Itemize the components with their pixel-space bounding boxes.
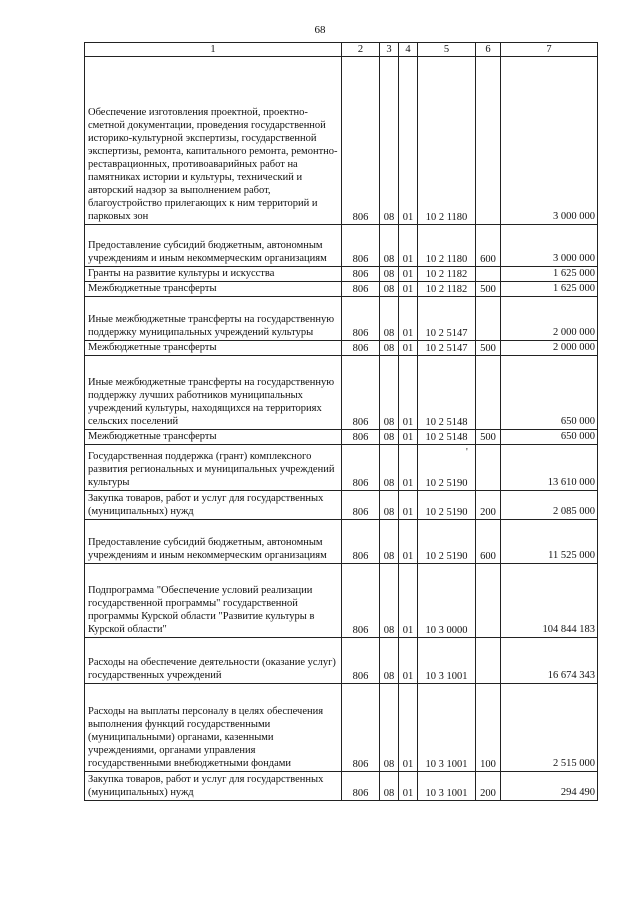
table-row <box>85 356 598 430</box>
row-rz: 08 <box>380 638 399 684</box>
row-name: Расходы на обеспечение деятельности (оказание услуг) государственных учреждений <box>85 638 342 684</box>
row-pr: 01 <box>399 638 418 684</box>
row-vr: 500 <box>476 341 501 356</box>
table-row <box>85 341 598 356</box>
row-csr: 10 3 0000 <box>418 564 476 638</box>
row-gr: 806 <box>342 57 380 225</box>
row-csr: 10 2 5190 <box>418 491 476 520</box>
row-csr: 10 2 5147 <box>418 297 476 341</box>
row-csr: 10 3 1001 <box>418 772 476 801</box>
row-sum: 2 000 000 <box>501 297 598 341</box>
col-header-sum: 7 <box>501 43 598 57</box>
row-gr: 806 <box>342 225 380 267</box>
row-name: Закупка товаров, работ и услуг для государственных (муниципальных) нужд <box>85 772 342 801</box>
row-csr: 10 2 1180 <box>418 57 476 225</box>
table-row <box>85 445 598 491</box>
row-vr: 200 <box>476 491 501 520</box>
row-pr: 01 <box>399 445 418 491</box>
row-name: Предоставление субсидий бюджетным, автономным учреждениям и иным некоммерческим организациям <box>85 225 342 267</box>
row-sum: 1 625 000 <box>501 282 598 297</box>
row-name: Межбюджетные трансферты <box>85 282 342 297</box>
row-gr: 806 <box>342 491 380 520</box>
row-gr: 806 <box>342 445 380 491</box>
row-name: Иные межбюджетные трансферты на государственную поддержку муниципальных учреждений культуры <box>85 297 342 341</box>
header-row <box>85 43 598 57</box>
row-sum: 11 525 000 <box>501 520 598 564</box>
row-pr: 01 <box>399 491 418 520</box>
row-sum: 2 515 000 <box>501 684 598 772</box>
row-rz: 08 <box>380 57 399 225</box>
row-pr: 01 <box>399 267 418 282</box>
row-sum: 2 085 000 <box>501 491 598 520</box>
row-vr <box>476 267 501 282</box>
row-rz: 08 <box>380 267 399 282</box>
table-row <box>85 491 598 520</box>
table-row <box>85 57 598 225</box>
row-rz: 08 <box>380 684 399 772</box>
row-rz: 08 <box>380 225 399 267</box>
row-csr: 10 2 1182 <box>418 282 476 297</box>
row-gr: 806 <box>342 341 380 356</box>
row-name: Расходы на выплаты персоналу в целях обеспечения выполнения функций государственными (муниципальными) органами, казенными учреждениями, органами управления государственными внебюджетными фондами <box>85 684 342 772</box>
row-gr: 806 <box>342 282 380 297</box>
table-row <box>85 564 598 638</box>
row-vr <box>476 356 501 430</box>
row-pr: 01 <box>399 564 418 638</box>
col-header-gr: 2 <box>342 43 380 57</box>
row-gr: 806 <box>342 356 380 430</box>
row-sum: 294 490 <box>501 772 598 801</box>
row-rz: 08 <box>380 491 399 520</box>
row-pr: 01 <box>399 57 418 225</box>
row-csr: 10 2 5148 <box>418 430 476 445</box>
row-sum: 650 000 <box>501 430 598 445</box>
row-pr: 01 <box>399 772 418 801</box>
row-pr: 01 <box>399 430 418 445</box>
row-gr: 806 <box>342 772 380 801</box>
row-rz: 08 <box>380 430 399 445</box>
row-sum: 3 000 000 <box>501 57 598 225</box>
row-rz: 08 <box>380 564 399 638</box>
row-gr: 806 <box>342 638 380 684</box>
row-name: Подпрограмма "Обеспечение условий реализации государственной программы" государственной программы Курской области "Развитие культуры в Курской области" <box>85 564 342 638</box>
row-vr <box>476 638 501 684</box>
row-rz: 08 <box>380 520 399 564</box>
row-rz: 08 <box>380 772 399 801</box>
row-csr: 10 3 1001 <box>418 684 476 772</box>
row-sum: 13 610 000 <box>501 445 598 491</box>
table-row <box>85 772 598 801</box>
row-gr: 806 <box>342 267 380 282</box>
table-row <box>85 282 598 297</box>
row-gr: 806 <box>342 520 380 564</box>
row-csr: 10 3 1001 <box>418 638 476 684</box>
row-pr: 01 <box>399 684 418 772</box>
row-vr: 100 <box>476 684 501 772</box>
row-sum: 3 000 000 <box>501 225 598 267</box>
row-pr: 01 <box>399 356 418 430</box>
row-name: Межбюджетные трансферты <box>85 341 342 356</box>
page-number: 68 <box>314 24 326 36</box>
row-csr: 10 2 5147 <box>418 341 476 356</box>
row-csr: 10 2 5148 <box>418 356 476 430</box>
table-row <box>85 267 598 282</box>
col-header-pr: 4 <box>399 43 418 57</box>
row-name: Государственная поддержка (грант) комплексного развития региональных и муниципальных учреждений культуры <box>85 445 342 491</box>
row-gr: 806 <box>342 564 380 638</box>
row-name: Иные межбюджетные трансферты на государственную поддержку лучших работников муниципальных учреждений культуры, находящихся на территориях сельских поселений <box>85 356 342 430</box>
row-csr: 10 2 5190 <box>418 520 476 564</box>
table-row <box>85 520 598 564</box>
row-rz: 08 <box>380 282 399 297</box>
row-pr: 01 <box>399 282 418 297</box>
row-gr: 806 <box>342 684 380 772</box>
row-csr: 10 2 1182 <box>418 267 476 282</box>
budget-table <box>84 42 598 801</box>
col-header-vr: 6 <box>476 43 501 57</box>
row-sum: 16 674 343 <box>501 638 598 684</box>
row-sum: 650 000 <box>501 356 598 430</box>
table-row <box>85 297 598 341</box>
row-gr: 806 <box>342 430 380 445</box>
row-pr: 01 <box>399 225 418 267</box>
row-csr: 10 2 1180 <box>418 225 476 267</box>
row-name: Закупка товаров, работ и услуг для государственных (муниципальных) нужд <box>85 491 342 520</box>
row-vr <box>476 57 501 225</box>
row-vr: 200 <box>476 772 501 801</box>
row-sum: 2 000 000 <box>501 341 598 356</box>
row-rz: 08 <box>380 297 399 341</box>
row-pr: 01 <box>399 341 418 356</box>
row-name: Обеспечение изготовления проектной, проектно-сметной документации, проведения государственной историко-культурной экспертизы, государственной экспертизы, ремонта, капитального ремонта, ремонтно-реставрационных, противоаварийных работ на памятниках истории и культуры, технический и авторский надзор за выполнением работ, благоустройство прилегающих к ним территорий и парковых зон <box>85 57 342 225</box>
scan-mark: ' <box>466 447 468 458</box>
row-vr: 500 <box>476 430 501 445</box>
table-row <box>85 225 598 267</box>
row-name: Межбюджетные трансферты <box>85 430 342 445</box>
col-header-name: 1 <box>85 43 342 57</box>
row-sum: 1 625 000 <box>501 267 598 282</box>
row-pr: 01 <box>399 520 418 564</box>
row-pr: 01 <box>399 297 418 341</box>
row-rz: 08 <box>380 445 399 491</box>
table-row <box>85 684 598 772</box>
col-header-csr: 5 <box>418 43 476 57</box>
row-gr: 806 <box>342 297 380 341</box>
row-rz: 08 <box>380 341 399 356</box>
row-rz: 08 <box>380 356 399 430</box>
row-vr <box>476 445 501 491</box>
row-vr: 600 <box>476 520 501 564</box>
row-sum: 104 844 183 <box>501 564 598 638</box>
row-vr: 600 <box>476 225 501 267</box>
col-header-rz: 3 <box>380 43 399 57</box>
row-name: Предоставление субсидий бюджетным, автономным учреждениям и иным некоммерческим организациям <box>85 520 342 564</box>
table-row <box>85 638 598 684</box>
row-name: Гранты на развитие культуры и искусства <box>85 267 342 282</box>
row-vr <box>476 564 501 638</box>
table-row <box>85 430 598 445</box>
row-csr: 10 2 5190 <box>418 445 476 491</box>
row-vr <box>476 297 501 341</box>
row-vr: 500 <box>476 282 501 297</box>
